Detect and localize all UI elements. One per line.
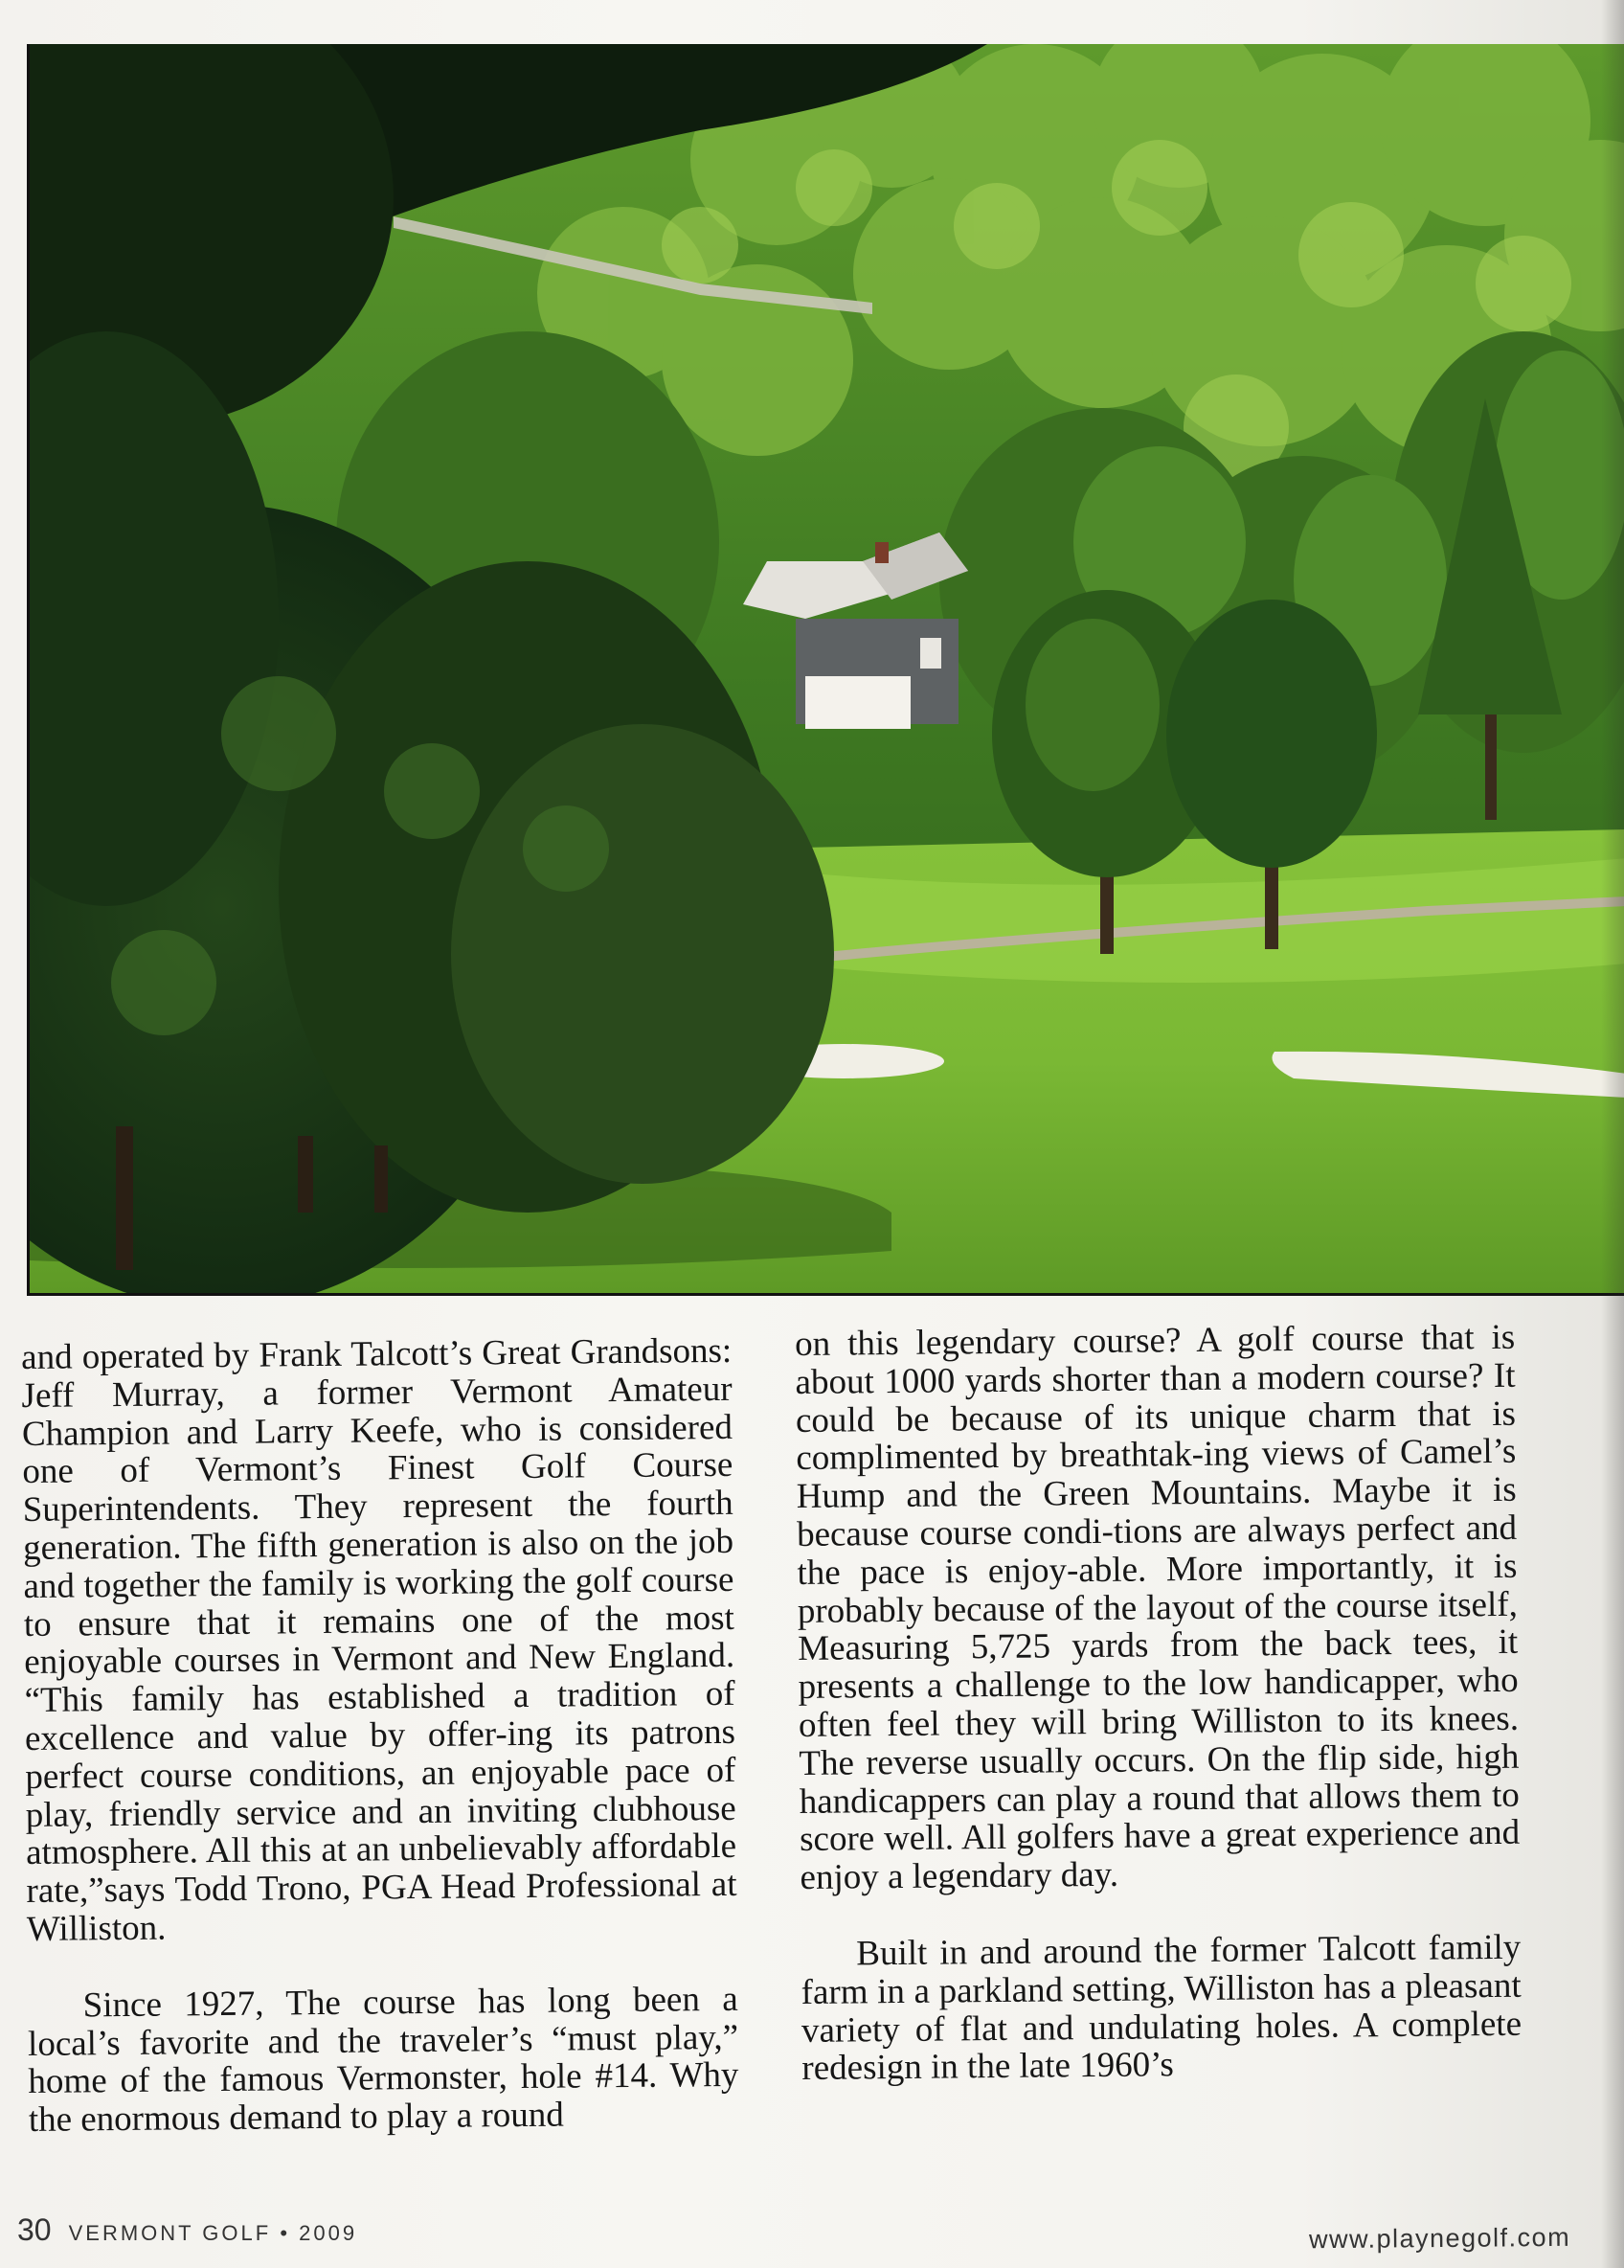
article-column-left: [21, 1332, 739, 2140]
page-edge-shadow: [1601, 0, 1624, 2268]
page-footer: [17, 2212, 357, 2248]
article-paragraph: Since 1927, The course has long been a local’s favorite and the traveler’s “must play,” home of the famous Vermonster, hole #14. Why the enormous demand to play a round: [27, 1979, 739, 2141]
publication-name: VERMONT GOLF • 2009: [68, 2221, 358, 2245]
article-paragraph: and operated by Frank Talcott’s Great Grandsons: Jeff Murray, a former Vermont Amateur Champion and Larry Keefe, who is considered one of Vermont’s Finest Golf Course Superintendents. They represent the fourth generation. The fifth generation is also on the job and together the family is working the golf course to ensure that it remains one of the most enjoyable courses in Vermont and New England. “This family has established a tradition of excellence and value by offer-ing its patrons perfect course conditions, an enjoyable pace of play, friendly service and an inviting clubhouse atmosphere. All this at an unbelievably affordable rate,”says Todd Trono, PGA Head Professional at Williston.: [20, 1330, 737, 1949]
article-column-right: [795, 1319, 1522, 2088]
page-number: 30: [17, 2212, 52, 2247]
footer-url: www.playnegolf.com: [1308, 2222, 1571, 2255]
article-paragraph: on this legendary course? A golf course that is about 1000 yards shorter than a modern course? It could be because of its unique charm that is complimented by breathtak-ing views of Camel’s Hump and the Green Mountains. Maybe it is because course condi-tions are always perfect and the pace is enjoy-able. More importantly, it is probably because of the layout of the course itself, Measuring 5,725 yards from the back tees, it presents a challenge to the low handicapper, who often feel they will bring Williston to its knees. The reverse usually occurs. On the flip side, high handicappers can play a round that allows them to score well. All golfers have a great experience and enjoy a legendary day.: [794, 1317, 1521, 1898]
golf-course-photo: [27, 44, 1624, 1296]
article-paragraph: Built in and around the former Talcott family farm in a parkland setting, Williston has a pleasant variety of flat and undulating holes. A complete redesign in the late 1960’s: [801, 1927, 1522, 2089]
